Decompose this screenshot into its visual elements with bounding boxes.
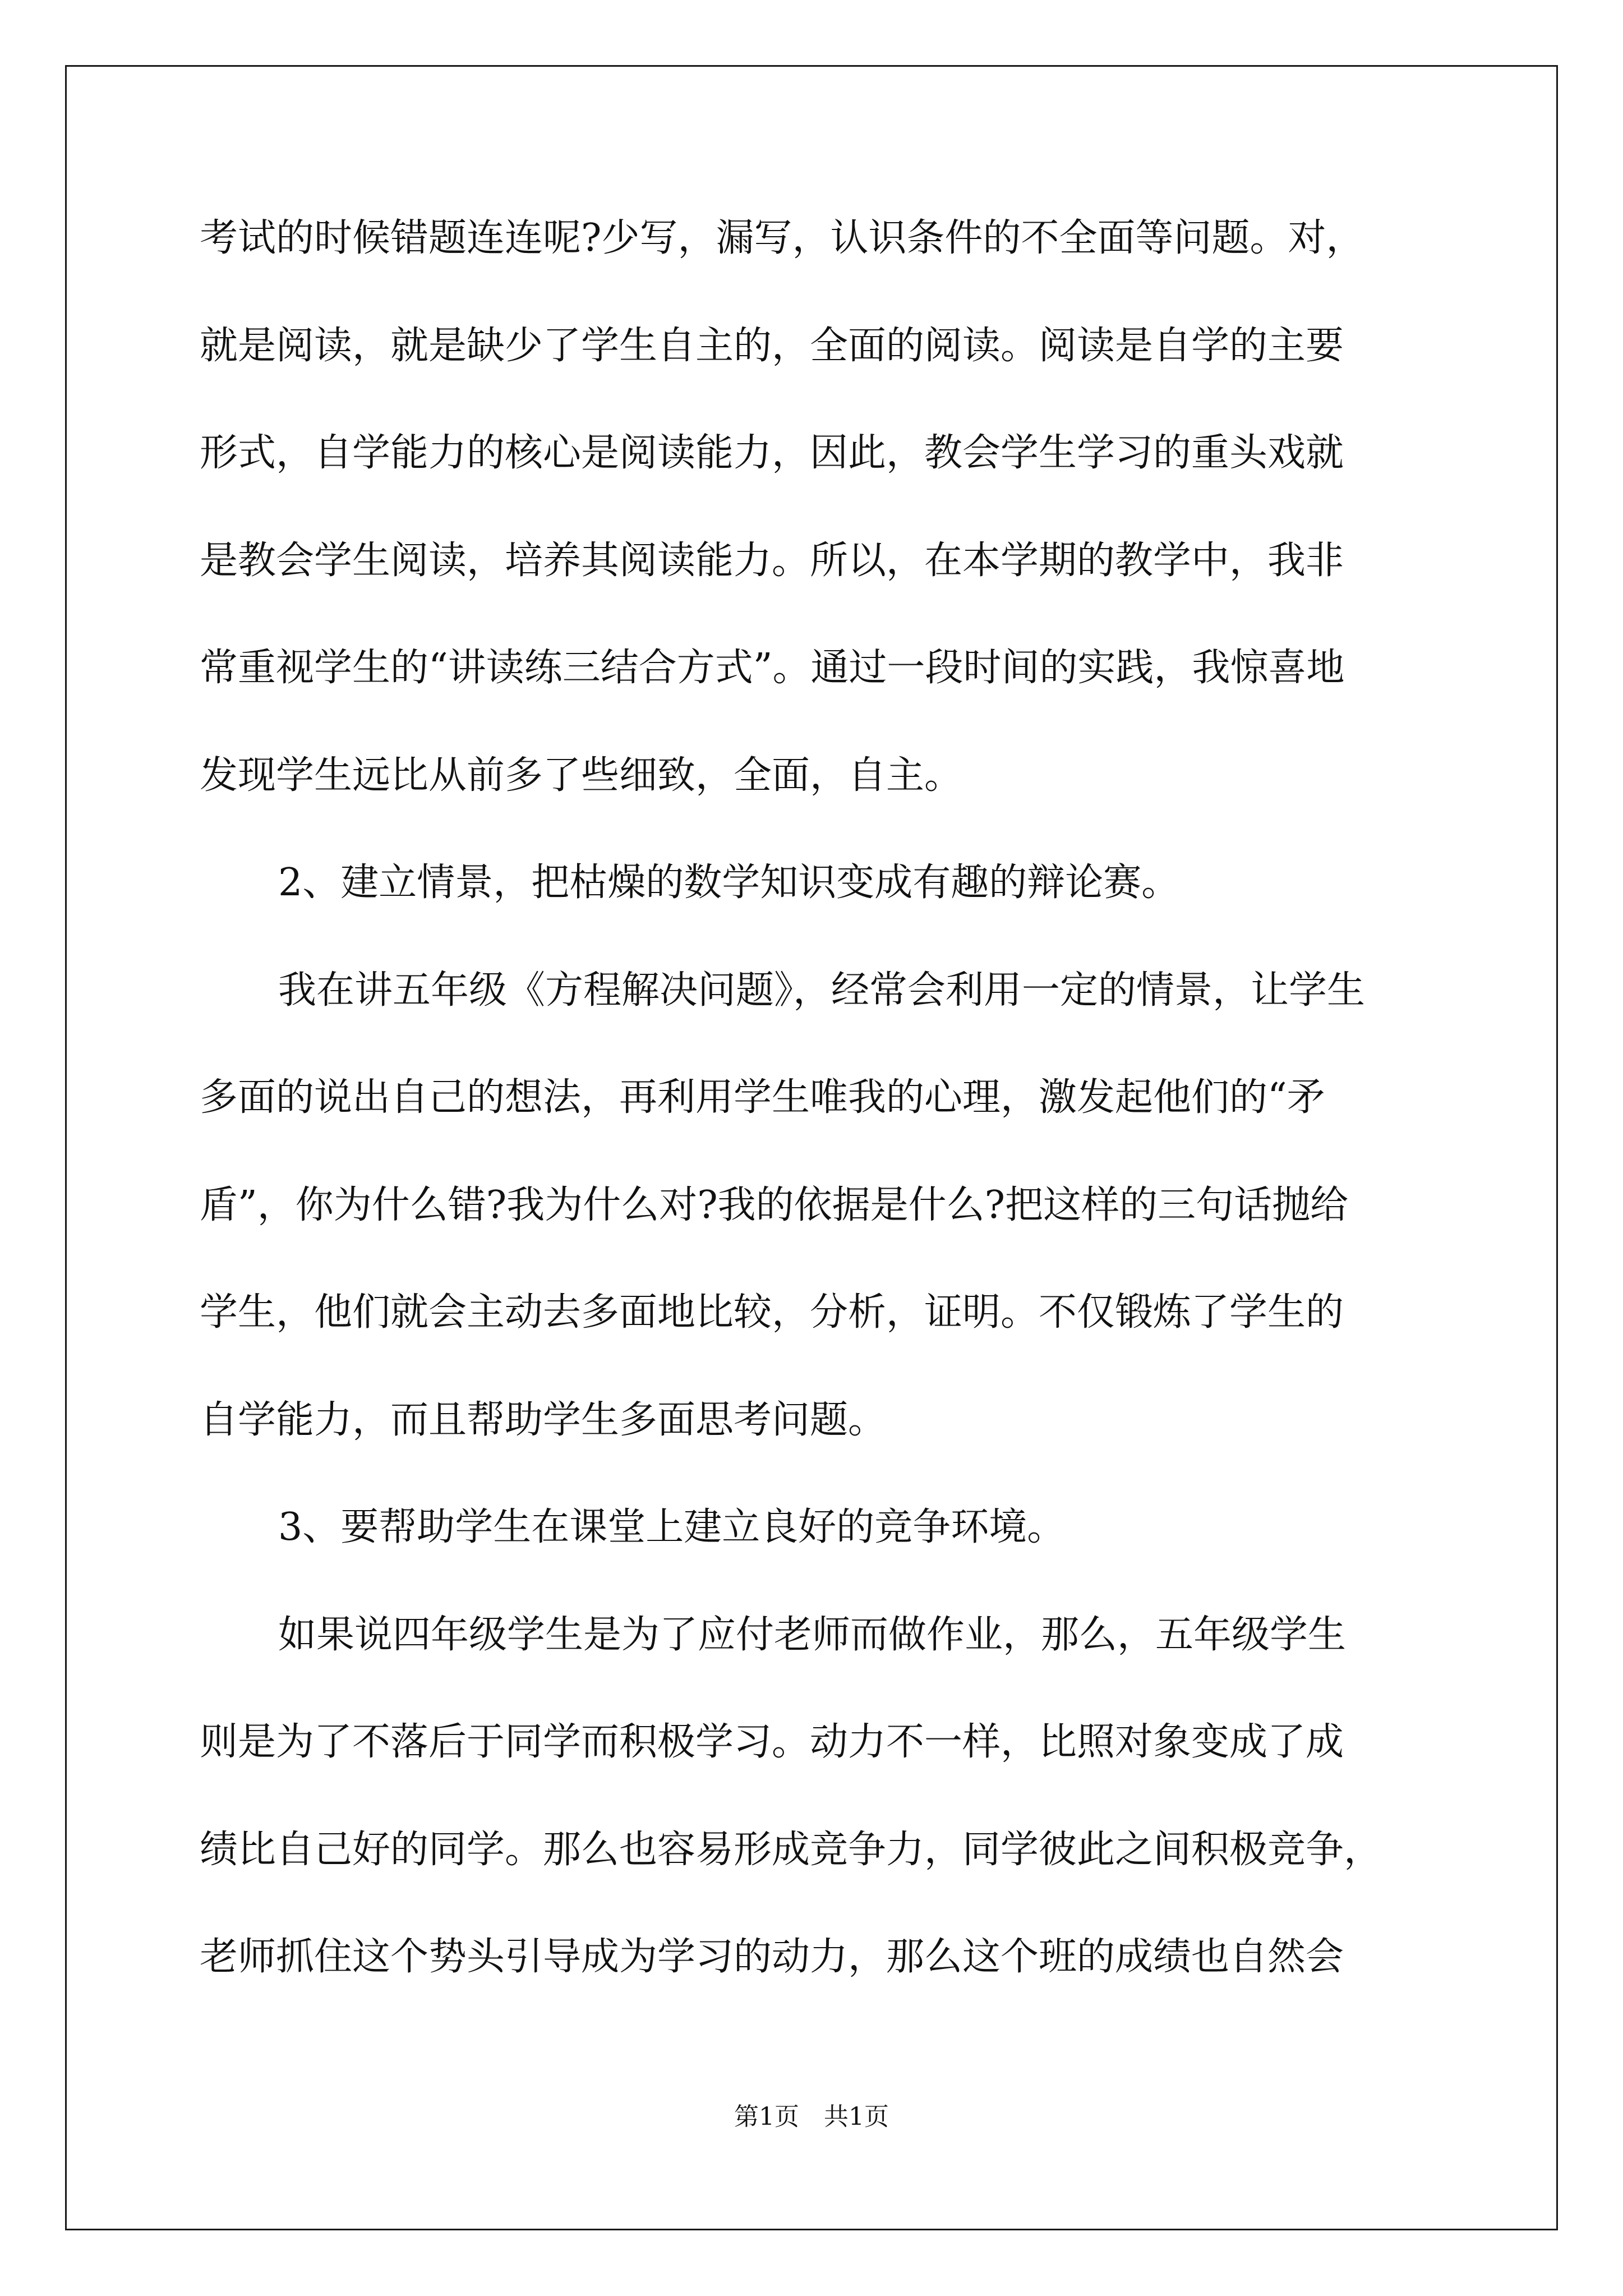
paragraph-first-line: 如果说四年级学生是为了应付老师而做作业，那么，五年级学生 [278, 1612, 1347, 1657]
text-line: 多面的说出自己的想法，再利用学生唯我的心理，激发起他们的“矛 [200, 1075, 1325, 1120]
page-number: 第1页 共1页 [734, 2102, 889, 2131]
text-line: 绩比自己好的同学。那么也容易形成竞争力，同学彼此之间积极竞争， [200, 1827, 1382, 1872]
text-line: 考试的时候错题连连呢?少写，漏写，认识条件的不全面等问题。对， [200, 216, 1364, 260]
text-line: 发现学生远比从前多了些细致，全面，自主。 [200, 753, 963, 798]
text-line: 形式，自学能力的核心是阅读能力，因此，教会学生学习的重头戏就 [200, 431, 1344, 475]
section-heading: 2、建立情景，把枯燥的数学知识变成有趣的辩论赛。 [278, 861, 1180, 905]
document-body [200, 206, 1428, 2032]
section-heading: 3、要帮助学生在课堂上建立良好的竞争环境。 [278, 1505, 1066, 1549]
text-line: 自学能力，而且帮助学生多面思考问题。 [200, 1397, 887, 1442]
text-line: 是教会学生阅读，培养其阅读能力。所以，在本学期的教学中，我非 [200, 538, 1344, 583]
text-line: 常重视学生的“讲读练三结合方式”。通过一段时间的实践，我惊喜地 [200, 646, 1345, 690]
text-line: 老师抓住这个势头引导成为学习的动力，那么这个班的成绩也自然会 [200, 1935, 1344, 1979]
paragraph-first-line: 我在讲五年级《方程解决问题》，经常会利用一定的情景，让学生 [278, 968, 1366, 1013]
text-line: 盾”，你为什么错?我为什么对?我的依据是什么?把这样的三句话抛给 [200, 1182, 1349, 1227]
text-line: 就是阅读，就是缺少了学生自主的，全面的阅读。阅读是自学的主要 [200, 323, 1344, 368]
text-line: 学生，他们就会主动去多面地比较，分析，证明。不仅锻炼了学生的 [200, 1290, 1344, 1335]
text-line: 则是为了不落后于同学而积极学习。动力不一样，比照对象变成了成 [200, 1720, 1344, 1764]
